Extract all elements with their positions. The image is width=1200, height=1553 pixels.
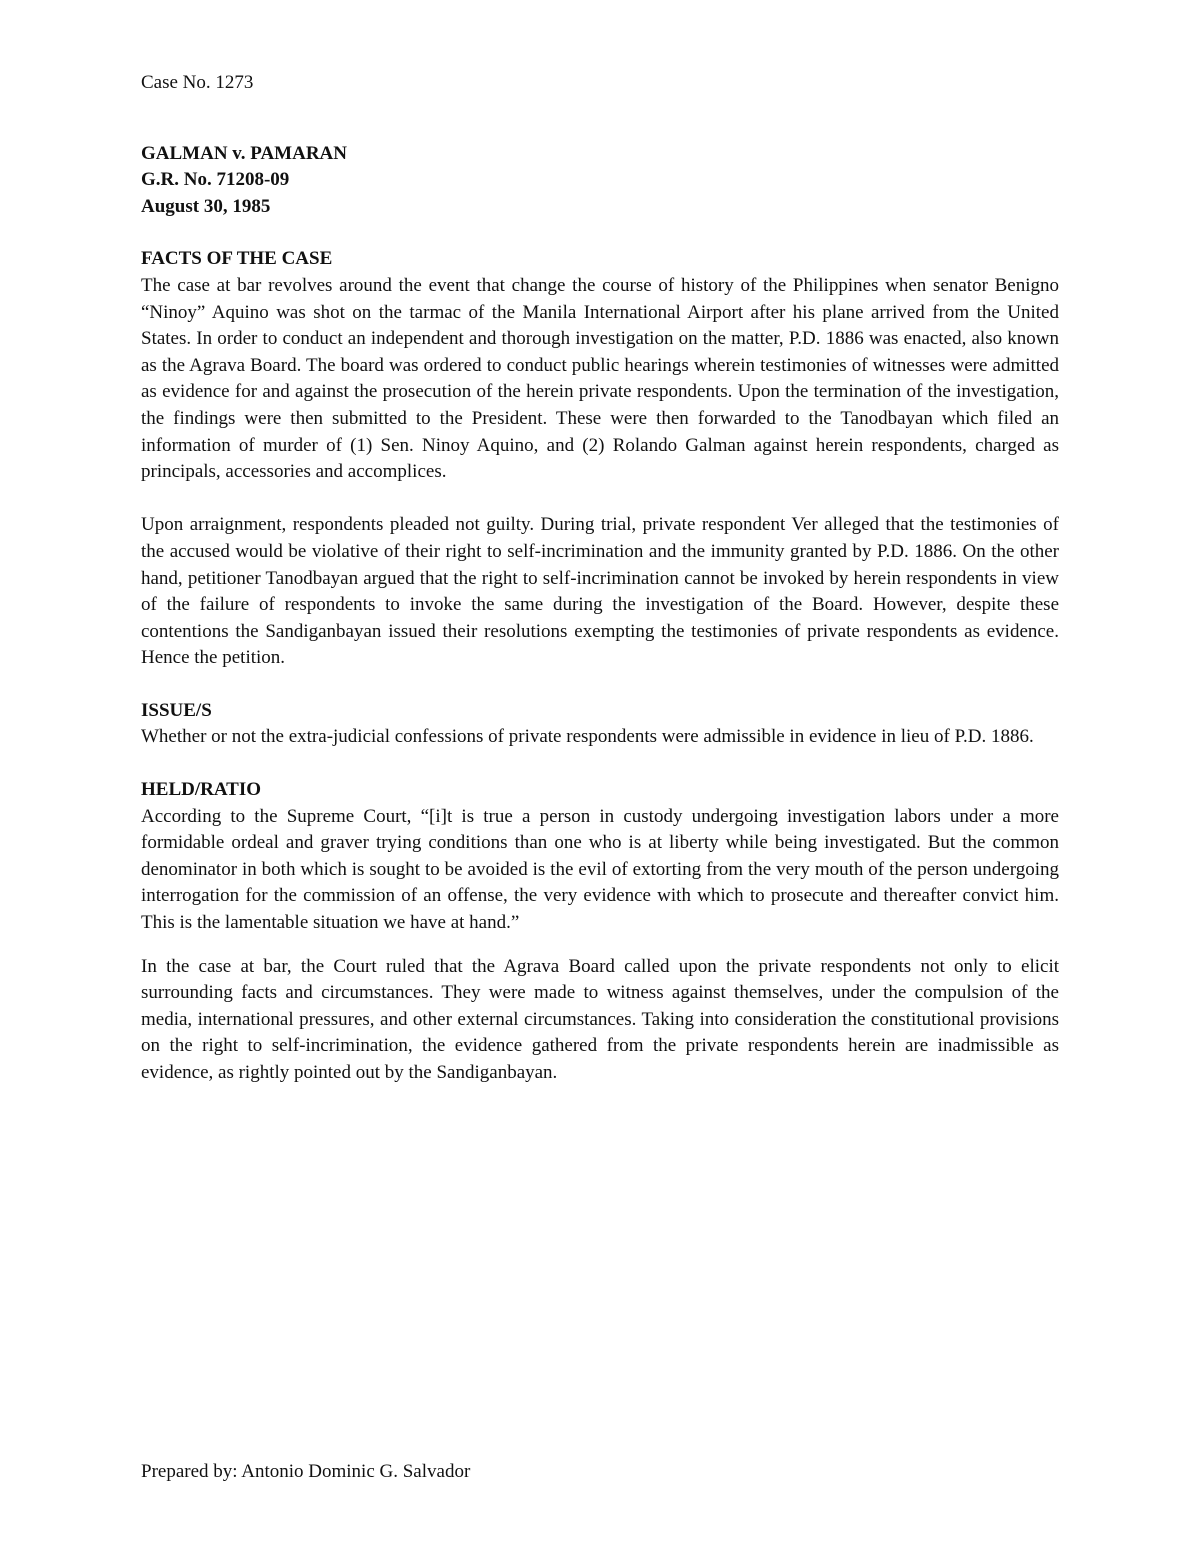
issue-heading: ISSUE/S	[141, 699, 212, 721]
facts-paragraph-2: Upon arraignment, respondents pleaded not guilty. During trial, private respondent Ver alleged that the testimonies of the accused would be violative of their right to self-incrimination and the immunity granted by P.D. 1886. On the other hand, petitioner Tanodbayan argued that the right to self-incrimination cannot be invoked by herein respondents in view of the failure of respondents to invoke the same during the investigation of the Board. However, despite these contentions the Sandiganbayan issued their resolutions exempting the testimonies of private respondents as evidence. Hence the petition.	[141, 514, 1059, 669]
held-paragraph-1: According to the Supreme Court, “[i]t is true a person in custody undergoing investigation labors under a more formidable ordeal and graver trying conditions than one who is at liberty while being investigated. But the common denominator in both which is sought to be avoided is the evil of extorting from the very mouth of the person undergoing interrogation for the commission of an offense, the very evidence with which to prosecute and thereafter convict him. This is the lamentable situation we have at hand.”	[141, 805, 1059, 934]
issue-text: Whether or not the extra-judicial confessions of private respondents were admissible in evidence in lieu of P.D. 1886.	[141, 726, 1034, 748]
document-body	[141, 70, 1059, 1087]
case-number: Case No. 1273	[141, 72, 254, 93]
case-caption	[141, 141, 1059, 221]
case-title: GALMAN v. PAMARAN	[141, 142, 347, 164]
held-heading: HELD/RATIO	[141, 779, 262, 801]
facts-heading: FACTS OF THE CASE	[141, 248, 333, 270]
held-paragraph-2: In the case at bar, the Court ruled that the Agrava Board called upon the private respondents not only to elicit surrounding facts and circumstances. They were made to witness against themselves, under the compulsion of the media, international pressures, and other external circumstances. Taking into consideration the constitutional provisions on the right to self-incrimination, the evidence gathered from the private respondents herein are inadmissible as evidence, as rightly pointed out by the Sandiganbayan.	[141, 955, 1059, 1083]
decision-date: August 30, 1985	[141, 195, 271, 217]
gr-number: G.R. No. 71208-09	[141, 169, 290, 191]
facts-paragraph-1: The case at bar revolves around the event that change the course of history of the Philippines when senator Benigno “Ninoy” Aquino was shot on the tarmac of the Manila International Airport after his plane arrived from the United States. In order to conduct an independent and thorough investigation on the matter, P.D. 1886 was enacted, also known as the Agrava Board. The board was ordered to conduct public hearings wherein testimonies of witnesses were admitted as evidence for and against the prosecution of the herein private respondents. Upon the termination of the investigation, the findings were then submitted to the President. These were then forwarded to the Tanodbayan which filed an information of murder of (1) Sen. Ninoy Aquino, and (2) Rolando Galman against herein respondents, charged as principals, accessories and accomplices.	[141, 274, 1059, 483]
prepared-by: Prepared by: Antonio Dominic G. Salvador	[141, 1461, 471, 1482]
